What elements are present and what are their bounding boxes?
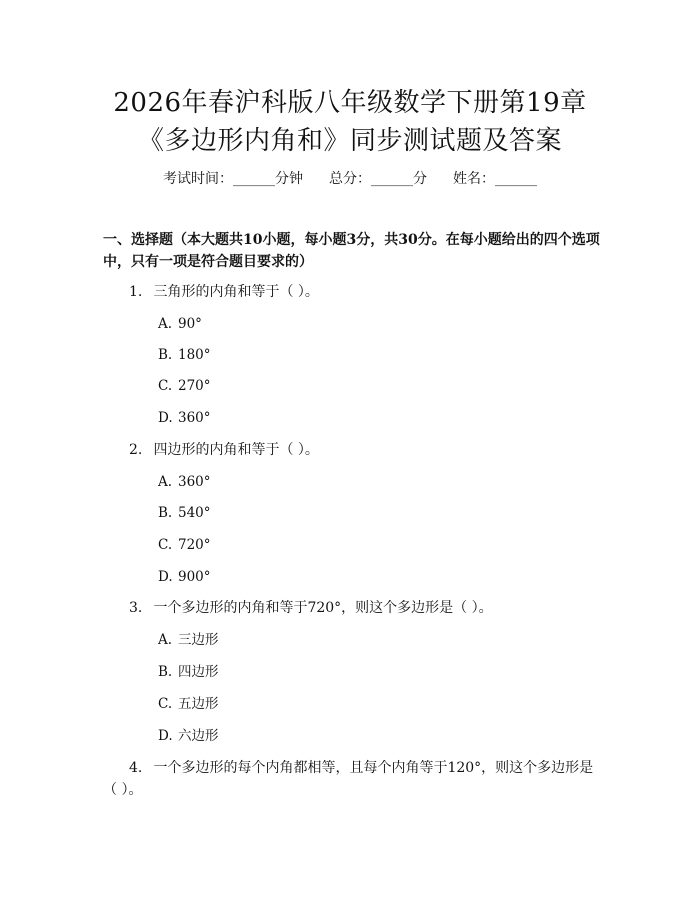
option-1c (158, 376, 211, 396)
option-letter: D. (158, 728, 173, 744)
option-letter: A. (158, 632, 173, 648)
question-text: 一个多边形的每个内角都相等，且每个内角等于120°，则这个多边形是 (153, 760, 594, 776)
option-text: 270° (178, 378, 211, 394)
name-label: 姓名： (453, 171, 495, 187)
option-text: 90° (178, 316, 202, 332)
name-blank: ______ (495, 171, 537, 187)
option-letter: C. (158, 537, 173, 553)
question-number: 1. (129, 284, 143, 300)
time-blank: ______ (233, 171, 275, 187)
option-text: 五边形 (178, 696, 219, 712)
option-letter: C. (158, 378, 173, 394)
option-letter: C. (158, 696, 173, 712)
question-1 (129, 282, 319, 302)
question-3 (129, 598, 493, 618)
option-text: 720° (178, 537, 211, 553)
option-letter: B. (158, 505, 173, 521)
option-letter: D. (158, 410, 173, 426)
question-2 (129, 440, 319, 460)
question-text: 三角形的内角和等于（ ）。 (153, 284, 319, 300)
document-title-line1: 2026年春沪科版八年级数学下册第19章 (113, 88, 587, 118)
option-text: 360° (178, 474, 211, 490)
option-text: 360° (178, 410, 211, 426)
option-3c (158, 694, 219, 714)
score-label: 总分： (329, 171, 371, 187)
option-text: 六边形 (178, 728, 219, 744)
option-text: 180° (178, 347, 211, 363)
option-text: 四边形 (178, 664, 219, 680)
option-letter: A. (158, 316, 173, 332)
score-unit: 分 (413, 171, 427, 187)
section-heading: 一、选择题（本大题共10小题，每小题3分，共30分。在每小题给出的四个选项中，只有一项是符合题目要求的） (103, 232, 600, 270)
question-text: 四边形的内角和等于（ ）。 (153, 442, 319, 458)
question-number: 3. (129, 600, 143, 616)
option-letter: D. (158, 569, 173, 585)
option-2d (158, 567, 211, 587)
option-letter: B. (158, 347, 173, 363)
time-unit: 分钟 (275, 171, 303, 187)
option-text: 540° (178, 505, 211, 521)
exam-meta (0, 169, 700, 189)
option-1a (158, 314, 202, 334)
time-label: 考试时间： (163, 171, 233, 187)
question-text: 一个多边形的内角和等于720°，则这个多边形是（ ）。 (153, 600, 493, 616)
option-letter: B. (158, 664, 173, 680)
question-4 (129, 758, 609, 778)
option-letter: A. (158, 474, 173, 490)
option-2b (158, 503, 211, 523)
option-2c (158, 535, 211, 555)
option-1b (158, 345, 211, 365)
question-number: 4. (129, 760, 143, 776)
option-text: 900° (178, 569, 211, 585)
option-text: 三边形 (178, 632, 219, 648)
score-blank: ______ (371, 171, 413, 187)
option-1d (158, 408, 211, 428)
document-title-line2: 《多边形内角和》同步测试题及答案 (137, 126, 562, 156)
option-2a (158, 472, 211, 492)
option-3b (158, 662, 219, 682)
option-3a (158, 630, 219, 650)
question-4-continuation: （ ）。 (103, 782, 143, 798)
question-number: 2. (129, 442, 143, 458)
option-3d (158, 726, 219, 746)
